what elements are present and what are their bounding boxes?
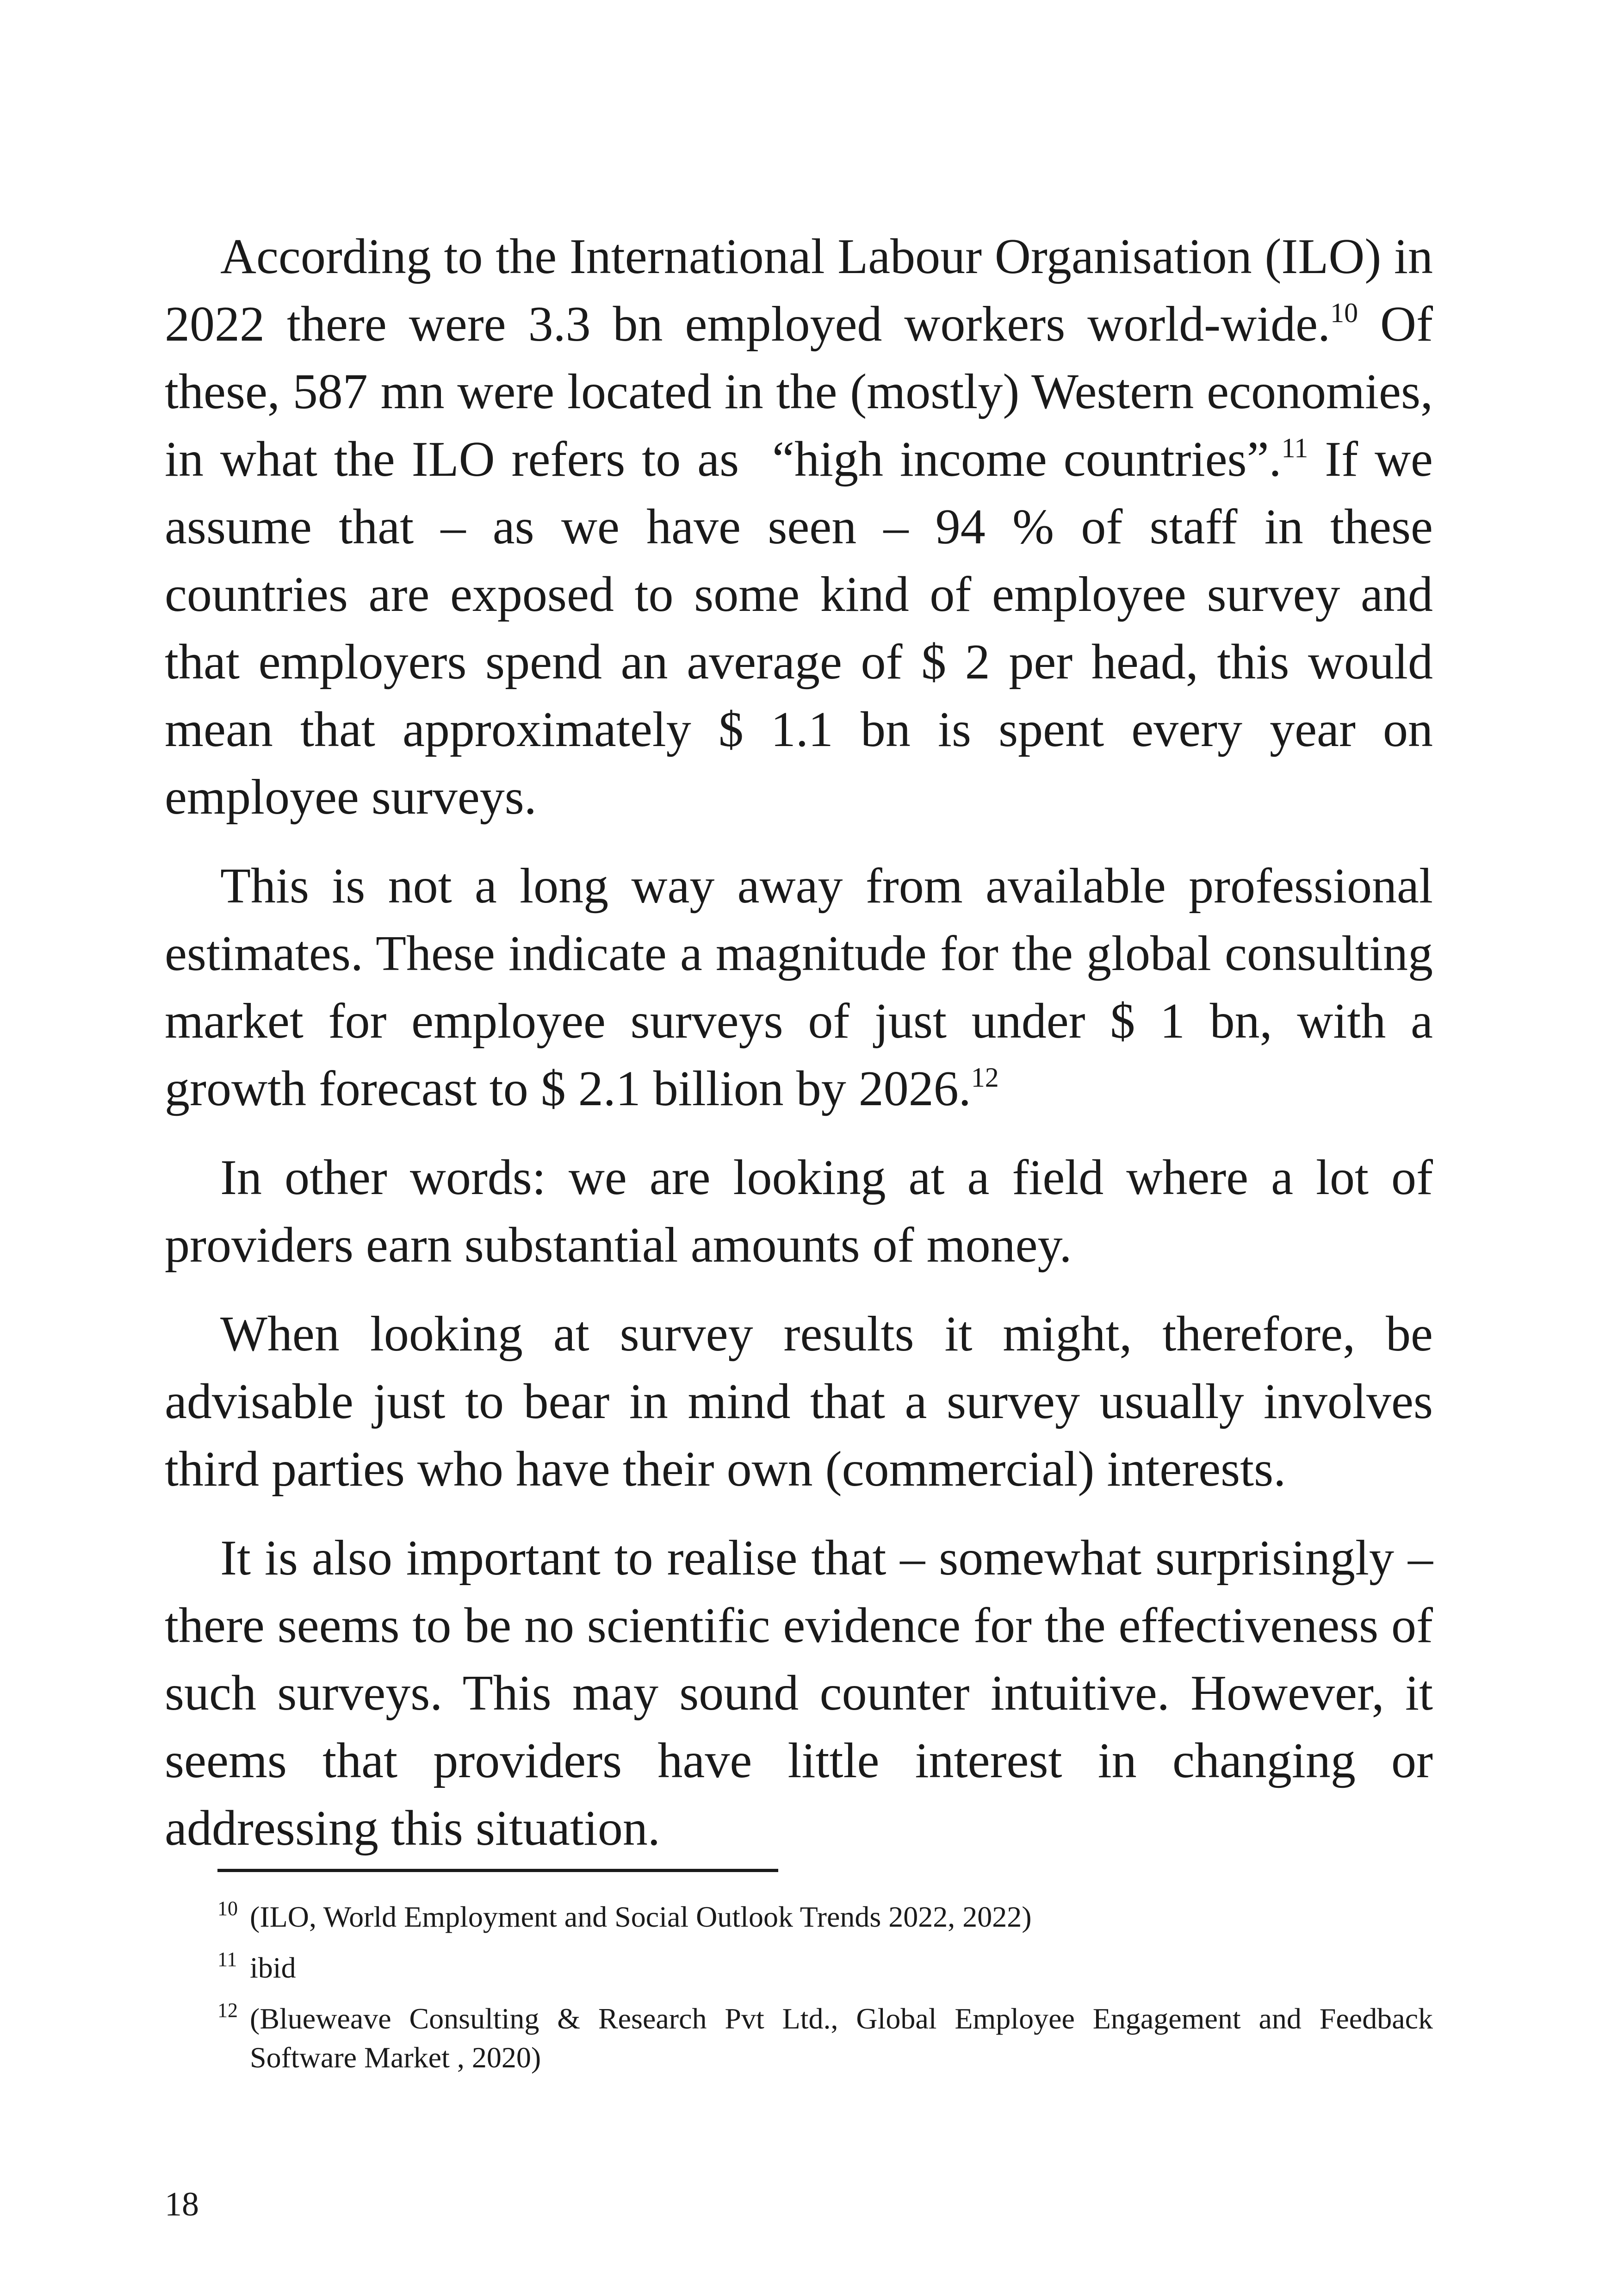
footnote-number: 10 (217, 1897, 238, 1920)
footnote-11 (217, 1948, 1433, 1987)
paragraph-text: This is not a long way away from available professional estimates. These indicate a magnitude for the global consulting market for employee surveys of just under $ 1 bn, with a growth forecast to $ 2.1 billion by 2026. (165, 859, 1433, 1116)
footnotes (217, 1898, 1433, 2089)
footnote-number: 11 (217, 1948, 237, 1971)
page-number: 18 (165, 2185, 199, 2223)
footnote-text: (ILO, World Employment and Social Outlook Trends 2022, 2022) (250, 1900, 1032, 1933)
footnote-10 (217, 1898, 1433, 1936)
paragraph-third-parties (165, 1300, 1433, 1503)
paragraph-no-evidence (165, 1524, 1433, 1862)
footnote-ref-11: 11 (1281, 433, 1308, 463)
footnote-12 (217, 1999, 1433, 2077)
paragraph-market-estimates (165, 852, 1433, 1123)
paragraph-text: According to the International Labour Organisation (ILO) in 2022 there were 3.3 bn employed workers world-wide. (165, 229, 1433, 352)
footnote-ref-12: 12 (971, 1062, 999, 1093)
footnote-ref-10: 10 (1330, 298, 1358, 328)
body-text (165, 223, 1433, 1884)
footnote-number: 12 (217, 1999, 238, 2022)
paragraph-text: In other words: we are looking at a field where a lot of providers earn substantial amounts of money. (165, 1150, 1433, 1273)
paragraph-text: If we assume that – as we have seen – 94 % of staff in these countries are exposed to some kind of employee survey and that employers spend an average of $ 2 per head, this would mean that approximately $ 1.1 bn is spent every year on employee surveys. (165, 432, 1433, 825)
paragraph-text: It is also important to realise that – somewhat surprisingly – there seems to be no scientific evidence for the effectiveness of such surveys. This may sound counter intuitive. However, it seems that providers have little interest in changing or addressing this situation. (165, 1531, 1433, 1856)
paragraph-text: Of these, 587 mn were located in the (mostly) Western economies, in what the ILO refers to as “high income countries”. (165, 297, 1433, 487)
paragraph-text: When looking at survey results it might, therefore, be advisable just to bear in mind that a survey usually involves third parties who have their own (commercial) interests. (165, 1307, 1433, 1497)
footnote-divider (217, 1869, 778, 1872)
footnote-text: ibid (250, 1951, 296, 1984)
paragraph-other-words (165, 1144, 1433, 1279)
paragraph-ilo-statistics (165, 223, 1433, 831)
footnote-text: (Blueweave Consulting & Research Pvt Ltd., Global Employee Engagement and Feedback Software Market , 2020) (250, 2002, 1433, 2074)
